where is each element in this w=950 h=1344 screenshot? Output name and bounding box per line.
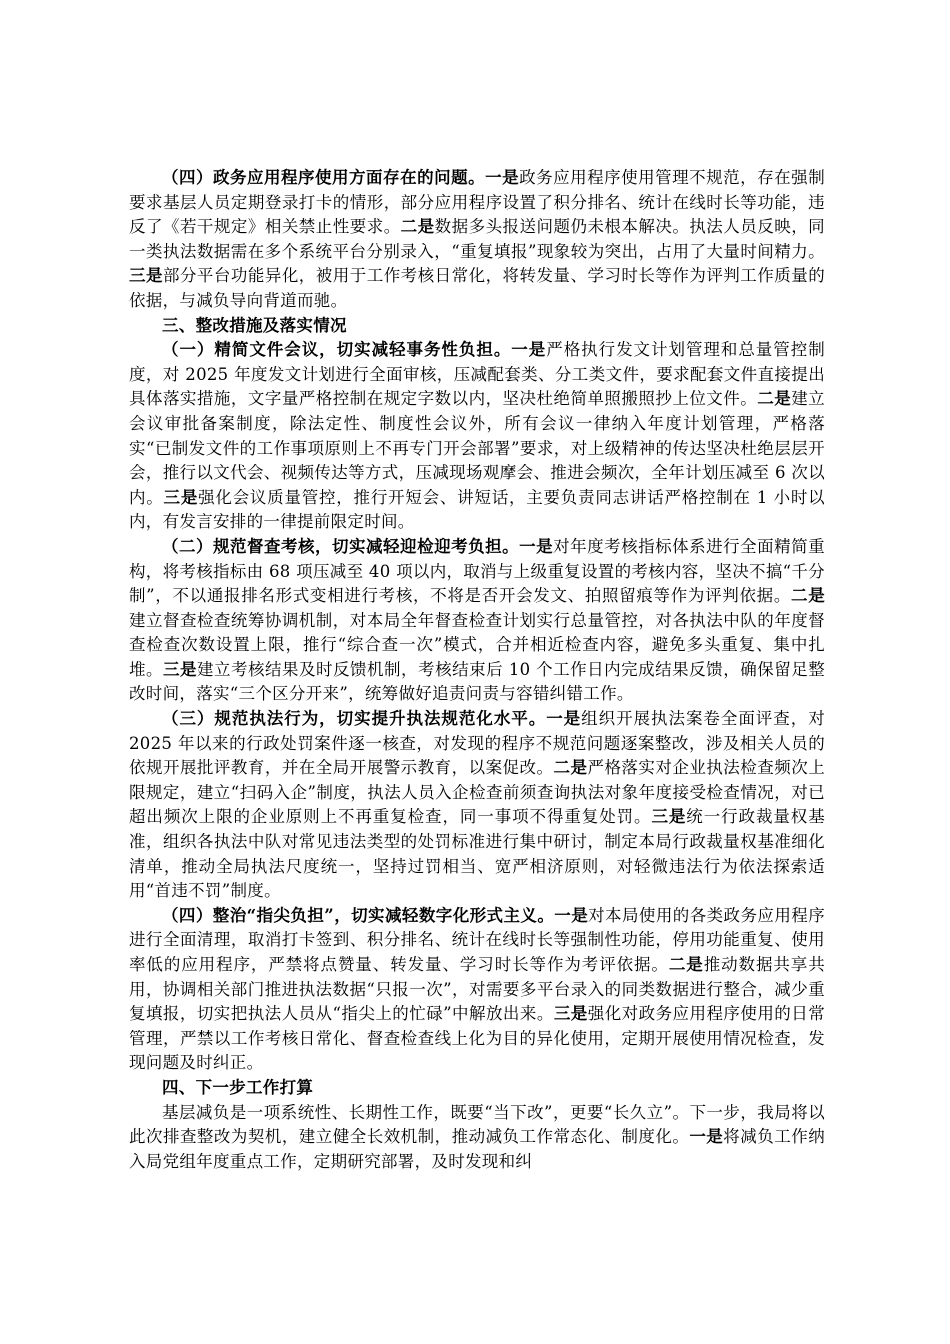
paragraph-text: 建立会议审批备案制度，除法定性、制度性会议外，所有会议一律纳入年度计划管理，严格落实“已制发文件的工作事项原则上不再专门开会部署”要求，对上级精神的传达坚决杜绝层层开会，推行以文代会、视频传达等方式，压减现场观摩会、推进会频次，全年计划压减至 6 次以内。 [129, 389, 825, 507]
marker-second: 二是 [668, 955, 704, 974]
marker-third: 三是 [163, 487, 199, 507]
paragraph-text: 强化对政务应用程序使用的日常管理，严禁以工作考核日常化、督查检查线上化为目的异化使用，定期开展使用情况检查，发现问题及时纠正。 [129, 1004, 826, 1073]
paragraph-text: 强化会议质量管控，推行开短会、讲短话，主要负责同志讲话严格控制在 1 小时以内，有发言安排的一律提前限定时间。 [129, 487, 825, 532]
marker-first: 一是 [511, 340, 547, 360]
paragraph-inspection-assessment [129, 535, 825, 707]
paragraph-text: 组织开展执法案卷全面评查，对 2025 年以来的行政处罚案件逐一核查，对发现的程序不规范问题逐案整改，涉及相关人员的依规开展批评教育，并在全局开展警示教育，以案促改。 [129, 709, 825, 778]
paragraph-text: 将减负工作纳入局党组年度重点工作，定期研究部署，及时发现和纠 [129, 1127, 825, 1171]
paragraph-text: 基层减负是一项系统性、长期性工作，既要“当下改”，更要“长久立”。下一步，我局将以此次排查整改为契机，建立健全长效机制，推动减负工作常态化、制度化。 [129, 1102, 825, 1147]
marker-first: 一是 [546, 709, 582, 729]
marker-third: 三是 [163, 659, 198, 679]
paragraph-text: 建立考核结果及时反馈机制，考核结束后 10 个工作日内完成结果反馈，确保留足整改时间，落实“三个区分开来”，统筹做好追责问责与容错纠错工作。 [129, 659, 826, 704]
marker-second: 二是 [553, 758, 588, 778]
paragraph-text: 部分平台功能异化，被用于工作考核日常化，将转发量、学习时长等作为评判工作质量的依据，与减负导向背道而驰。 [129, 266, 825, 310]
paragraph-text: 统一行政裁量权基准，组织各执法中队对常见违法类型的处罚标准进行集中研讨，制定本局行政裁量权基准细化清单，推动全局执法尺度统一，坚持过罚相当、宽严相济原则，对轻微违法行为依法探索适用“首违不罚”制度。 [129, 807, 826, 901]
paragraph-text: 数据多头报送问题仍未根本解决。执法人员反映，同一类执法数据需在多个系统平台分别录入，“重复填报”现象较为突出，占用了大量时间精力。 [129, 217, 825, 261]
paragraph-text: 推动数据共享共用，协调相关部门推进执法数据“只报一次”，对需要多平台录入的同类数据进行整合，减少重复填报，切实把执法人员从“指尖上的忙碌”中解放出来。 [129, 955, 825, 1024]
marker-second: 二是 [400, 217, 435, 237]
paragraph-fingertip-burden [129, 904, 825, 1076]
paragraph-documents-meetings [129, 338, 825, 535]
marker-second: 二是 [757, 389, 792, 409]
marker-third: 三是 [651, 807, 687, 827]
paragraph-lead: （四）政务应用程序使用方面存在的问题。 [162, 168, 486, 187]
paragraph-next-steps [129, 1101, 825, 1175]
paragraph-law-enforcement [129, 707, 825, 904]
marker-first: 一是 [689, 1127, 724, 1147]
paragraph-text: 对本局使用的各类政务应用程序进行全面清理，取消打卡签到、积分排名、统计在线时长等强制性功能，停用功能重复、使用率低的应用程序，严禁将点赞量、转发量、学习时长等作为考评依据。 [129, 905, 825, 974]
section-heading-next-steps: 四、下一步工作打算 [162, 1077, 314, 1097]
paragraph-text: 对年度考核指标体系进行全面精简重构，将考核指标由 68 项压减至 40 项以内，取消与上级重复设置的考核内容，坚决不搞“千分制”，不以通报排名形式变相进行考核，不将是否开会发文、拍照留痕等作为评判依据。 [129, 536, 825, 606]
marker-third: 三是 [129, 266, 163, 286]
paragraph-lead: （三）规范执法行为，切实提升执法规范化水平。 [162, 709, 547, 729]
section-heading-rectification: 三、整改措施及落实情况 [162, 315, 347, 335]
paragraph-app-issues [129, 166, 825, 314]
marker-first: 一是 [519, 536, 554, 556]
paragraph-text: 建立督查检查统筹协调机制，对本局全年督查检查计划实行总量管控，对各执法中队的年度督查检查次数设置上限，推行“综合查一次”模式，合并相近检查内容，避免多头重复、集中扎堆。 [129, 610, 825, 679]
paragraph-text: 严格落实对企业执法检查频次上限规定，建立“扫码入企”制度，执法人员入企检查前须查询执法对象年度接受检查情况，对已超出频次上限的企业原则上不再重复检查，同一事项不得重复处罚。 [129, 758, 826, 827]
marker-first: 一是 [485, 168, 520, 187]
paragraph-text: 严格执行发文计划管理和总量管控制度，对 2025 年度发文计划进行全面审核，压减配套类、分工类文件，要求配套文件直接提出具体落实措施，文字量严格控制在规定字数以内，坚决杜绝简单照搬照抄上位文件。 [129, 340, 825, 409]
marker-first: 一是 [554, 905, 589, 925]
marker-third: 三是 [553, 1004, 588, 1024]
paragraph-text: 政务应用程序使用管理不规范，存在强制要求基层人员定期登录打卡的情形，部分应用程序设置了积分排名、统计在线时长等功能，违反了《若干规定》相关禁止性要求。 [129, 168, 825, 237]
paragraph-lead: （四）整治“指尖负担”，切实减轻数字化形式主义。 [162, 905, 555, 925]
paragraph-lead: （一）精简文件会议，切实减轻事务性负担。 [162, 340, 512, 360]
marker-second: 二是 [791, 586, 825, 606]
document-body [129, 166, 825, 1174]
paragraph-lead: （二）规范督查考核，切实减轻迎检迎考负担。 [162, 536, 520, 556]
